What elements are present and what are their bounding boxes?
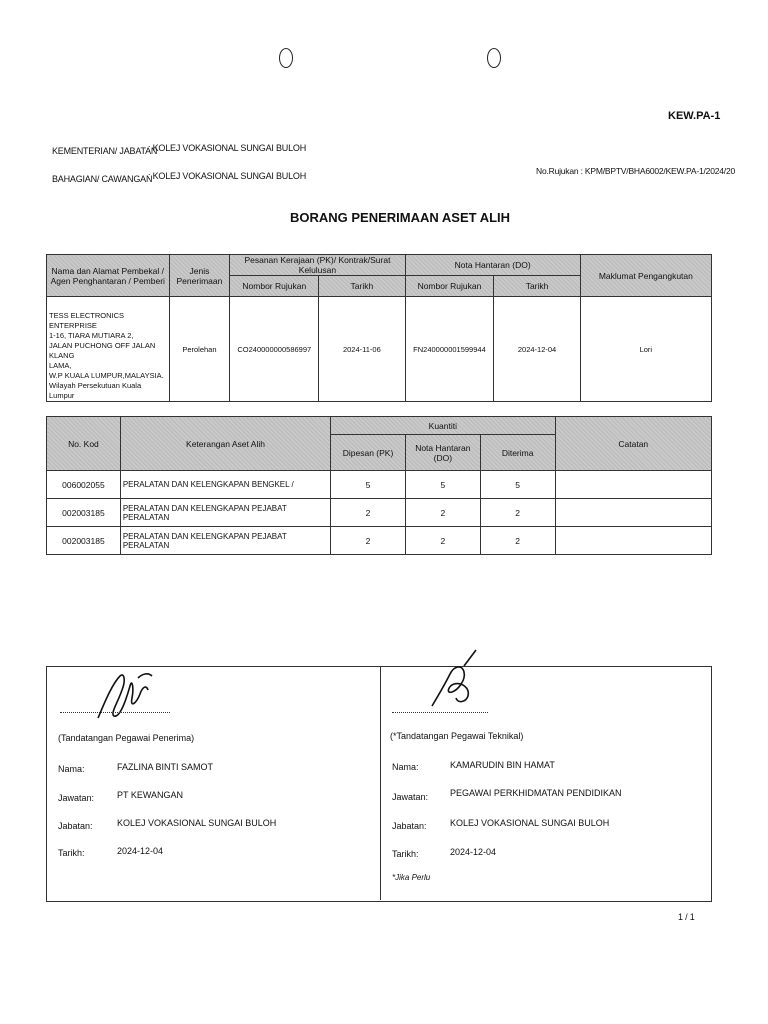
header-nota-hantaran: Nota Hantaran (DO) — [405, 435, 480, 471]
row-nota: 5 — [405, 471, 480, 499]
technical-jawatan: PEGAWAI PERKHIDMATAN PENDIDIKAN — [450, 788, 622, 798]
header-catatan: Catatan — [555, 417, 711, 471]
form-code: KEW.PA-1 — [668, 110, 721, 122]
kementerian-value: : KOLEJ VOKASIONAL SUNGAI BULOH — [148, 143, 307, 153]
row-dipesan: 2 — [331, 527, 406, 555]
header-nombor-rujukan-pk: Nombor Rujukan — [230, 276, 319, 297]
technical-signature-caption: (*Tandatangan Pegawai Teknikal) — [390, 731, 524, 741]
row-keterangan: PERALATAN DAN KELENGKAPAN PEJABAT PERALATAN — [120, 527, 330, 555]
supplier-line: TESS ELECTRONICS ENTERPRISE — [49, 311, 125, 330]
supplier-line: JALAN PUCHONG OFF JALAN KLANG — [49, 341, 156, 360]
table-row — [47, 471, 712, 499]
row-diterima: 2 — [480, 499, 555, 527]
technical-signature-image — [420, 646, 490, 714]
bahagian-label: BAHAGIAN/ CAWANGAN — [52, 174, 153, 184]
receiver-name: FAZLINA BINTI SAMOT — [117, 762, 214, 772]
receiver-tarikh-label: Tarikh: — [58, 848, 85, 858]
punch-hole-right — [487, 48, 501, 68]
receiver-jawatan-label: Jawatan: — [58, 793, 95, 803]
row-diterima: 2 — [480, 527, 555, 555]
technical-tarikh: 2024-12-04 — [450, 847, 497, 857]
document-title: BORANG PENERIMAAN ASET ALIH — [290, 210, 511, 225]
do-number: FN240000001599944 — [405, 297, 494, 402]
header-tarikh-do: Tarikh — [494, 276, 580, 297]
header-jenis: Jenis Penerimaan — [169, 255, 230, 297]
jenis-penerimaan: Perolehan — [169, 297, 230, 402]
technical-signature-line — [392, 712, 488, 713]
row-catatan — [555, 471, 711, 499]
row-dipesan: 2 — [331, 499, 406, 527]
header-diterima: Diterima — [480, 435, 555, 471]
page-number: 1 / 1 — [678, 912, 695, 922]
bahagian-value: : KOLEJ VOKASIONAL SUNGAI BULOH — [148, 171, 307, 181]
pk-number: CO240000000586997 — [230, 297, 319, 402]
row-nota: 2 — [405, 499, 480, 527]
row-dipesan: 5 — [331, 471, 406, 499]
header-nombor-rujukan-do: Nombor Rujukan — [405, 276, 494, 297]
receiver-name-label: Nama: — [58, 764, 85, 774]
technical-name-label: Nama: — [392, 762, 419, 772]
transport-info: Lori — [580, 297, 711, 402]
pk-date: 2024-11-06 — [319, 297, 405, 402]
technical-jawatan-label: Jawatan: — [392, 792, 429, 802]
receiver-jawatan: PT KEWANGAN — [117, 790, 184, 800]
receipt-info-table — [46, 254, 712, 402]
receiver-signature-caption: (Tandatangan Pegawai Penerima) — [58, 733, 195, 743]
header-pesanan: Pesanan Kerajaan (PK)/ Kontrak/Surat Kelulusan — [230, 255, 405, 276]
signature-divider — [380, 666, 381, 900]
header-no-kod: No. Kod — [47, 417, 121, 471]
supplier-line: 1-16, TIARA MUTIARA 2, — [49, 331, 134, 340]
row-catatan — [555, 499, 711, 527]
supplier-line: W.P KUALA LUMPUR,MALAYSIA. — [49, 371, 164, 380]
row-kod: 002003185 — [47, 499, 121, 527]
rujukan-number: No.Rujukan : KPM/BPTV/BHA6002/KEW.PA-1/2024/20 — [536, 166, 735, 176]
technical-jabatan: KOLEJ VOKASIONAL SUNGAI BULOH — [450, 818, 610, 828]
technical-tarikh-label: Tarikh: — [392, 849, 419, 859]
header-dipesan: Dipesan (PK) — [331, 435, 406, 471]
header-maklumat: Maklumat Pengangkutan — [580, 255, 711, 297]
receiver-tarikh: 2024-12-04 — [117, 846, 164, 856]
asset-items-table — [46, 416, 712, 555]
row-kod: 006002055 — [47, 471, 121, 499]
header-nama: Nama dan Alamat Pembekal / Agen Penghantaran / Pemberi — [47, 255, 170, 297]
table-row — [47, 527, 712, 555]
row-catatan — [555, 527, 711, 555]
supplier-address — [47, 297, 170, 402]
header-kuantiti: Kuantiti — [331, 417, 555, 435]
header-keterangan: Keterangan Aset Alih — [120, 417, 330, 471]
receiver-jabatan-label: Jabatan: — [58, 821, 93, 831]
technical-jabatan-label: Jabatan: — [392, 821, 427, 831]
table-row — [47, 499, 712, 527]
row-kod: 002003185 — [47, 527, 121, 555]
supplier-line: LAMA, — [49, 361, 72, 370]
row-nota: 2 — [405, 527, 480, 555]
punch-hole-left — [279, 48, 293, 68]
header-tarikh-pk: Tarikh — [319, 276, 405, 297]
kementerian-label: KEMENTERIAN/ JABATAN — [52, 146, 158, 156]
do-date: 2024-12-04 — [494, 297, 580, 402]
receiver-signature-image — [90, 664, 160, 724]
row-diterima: 5 — [480, 471, 555, 499]
receiver-jabatan: KOLEJ VOKASIONAL SUNGAI BULOH — [117, 818, 277, 828]
row-keterangan: PERALATAN DAN KELENGKAPAN BENGKEL / — [120, 471, 330, 499]
supplier-line: Wilayah Persekutuan Kuala Lumpur — [49, 381, 142, 400]
receiver-signature-line — [60, 712, 170, 713]
jika-perlu-note: *Jika Perlu — [392, 873, 431, 882]
technical-name: KAMARUDIN BIN HAMAT — [450, 760, 555, 770]
row-keterangan: PERALATAN DAN KELENGKAPAN PEJABAT PERALATAN — [120, 499, 330, 527]
header-nota: Nota Hantaran (DO) — [405, 255, 580, 276]
